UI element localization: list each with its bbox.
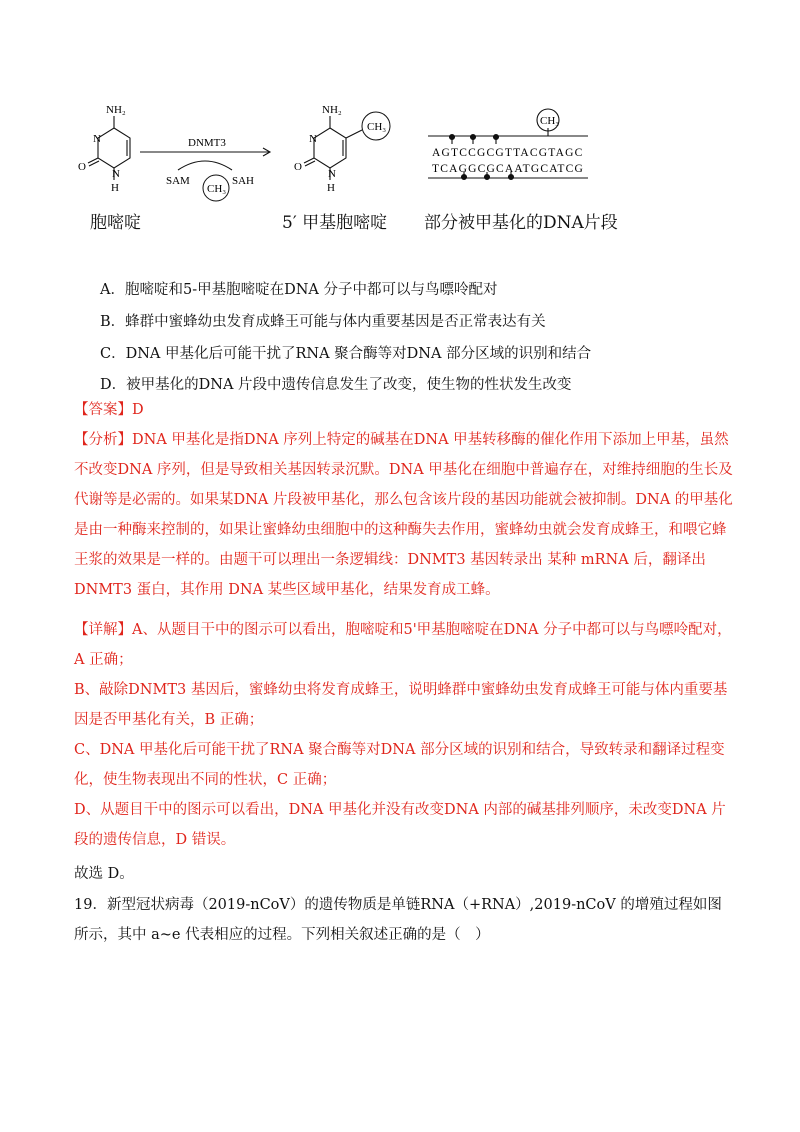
dna-methyl-label: CH₃	[540, 115, 560, 127]
dna-top-strand: AGTCCGCGTTACGTAGC	[432, 147, 584, 159]
cytosine-structure	[88, 116, 130, 180]
detail-b: B、敲除DNMT3 基因后，蜜蜂幼虫将发育成蜂王，说明蜂群中蜜蜂幼虫发育成蜂王可能与体内重要基因是否甲基化有关，B 正确；	[74, 682, 728, 728]
reaction-arrow	[140, 148, 270, 170]
option-b: B．蜂群中蜜蜂幼虫发育成蜂王可能与体内重要基因是否正常表达有关	[100, 314, 546, 330]
cytosine-h: H	[111, 182, 119, 194]
detail-c: C、DNA 甲基化后可能干扰了RNA 聚合酶等对DNA 部分区域的识别和结合，导致转录和翻译过程变化，使生物表现出不同的性状，C 正确；	[74, 742, 725, 788]
cytosine-o: O	[78, 161, 86, 173]
methylcytosine-methyl: CH₃	[367, 121, 387, 133]
sah-label: SAH	[232, 175, 255, 187]
option-d: D．被甲基化的DNA 片段中遗传信息发生了改变，使生物的性状发生改变	[100, 377, 572, 393]
cytosine-n3: N	[93, 133, 101, 145]
methylcytosine-h: H	[327, 182, 335, 194]
answer: 【答案】D	[74, 402, 144, 418]
methylcytosine-o: O	[294, 161, 302, 173]
enzyme-label: DNMT3	[188, 137, 226, 149]
conclusion: 故选 D。	[74, 866, 134, 882]
detail-a: 【详解】A、从题目干中的图示可以看出，胞嘧啶和5'甲基胞嘧啶在DNA 分子中都可以与鸟嘌呤配对，A 正确；	[74, 622, 732, 668]
cytosine-n1: N	[112, 168, 120, 180]
option-a: A．胞嘧啶和5-甲基胞嘧啶在DNA 分子中都可以与鸟嘌呤配对	[100, 282, 498, 298]
option-c: C．DNA 甲基化后可能干扰了RNA 聚合酶等对DNA 部分区域的识别和结合	[100, 346, 592, 362]
methylcytosine-n3: N	[309, 133, 317, 145]
dna-caption: 部分被甲基化的DNA片段	[424, 213, 618, 233]
question-19: 19．新型冠状病毒（2019-nCoV）的遗传物质是单链RNA（+RNA）,2019-nCoV 的增殖过程如图所示，其中 a~e 代表相应的过程。下列相关叙述正确的是（ ）	[74, 897, 722, 943]
cytosine-nh2: NH₂	[106, 104, 126, 116]
methyl-label: CH₃	[207, 183, 227, 195]
methylcytosine-n1: N	[328, 168, 336, 180]
detail-d: D、从题目干中的图示可以看出，DNA 甲基化并没有改变DNA 内部的碱基排列顺序，未改变DNA 片段的遗传信息，D 错误。	[74, 802, 726, 848]
cytosine-caption: 胞嘧啶	[90, 213, 141, 233]
dna-bottom-strand: TCAGGCGCAATGCATCG	[432, 163, 585, 175]
sam-label: SAM	[166, 175, 190, 187]
methylcytosine-caption: 5′ 甲基胞嘧啶	[282, 213, 388, 233]
methylcytosine-nh2: NH₂	[322, 104, 342, 116]
dna-methylation-figure	[70, 100, 630, 240]
analysis-paragraph: 【分析】DNA 甲基化是指DNA 序列上特定的碱基在DNA 甲基转移酶的催化作用下添加上甲基，虽然不改变DNA 序列，但是导致相关基因转录沉默。DNA 甲基化在细胞中普遍存在，对维持细胞的生长及代谢等是必需的。如果某DNA 片段被甲基化，那么包含该片段的基因功能就会被抑制。DNA 的甲基化是由一种酶来控制的，如果让蜜蜂幼虫细胞中的这种酶失去作用，蜜蜂幼虫就会发育成蜂王，和喂它蜂王浆的效果是一样的。由题干可以理出一条逻辑线：DNMT3 基因转录出 某种 mRNA 后，翻译出 DNMT3 蛋白，其作用 DNA 某些区域甲基化，结果发育成工蜂。	[74, 432, 733, 598]
